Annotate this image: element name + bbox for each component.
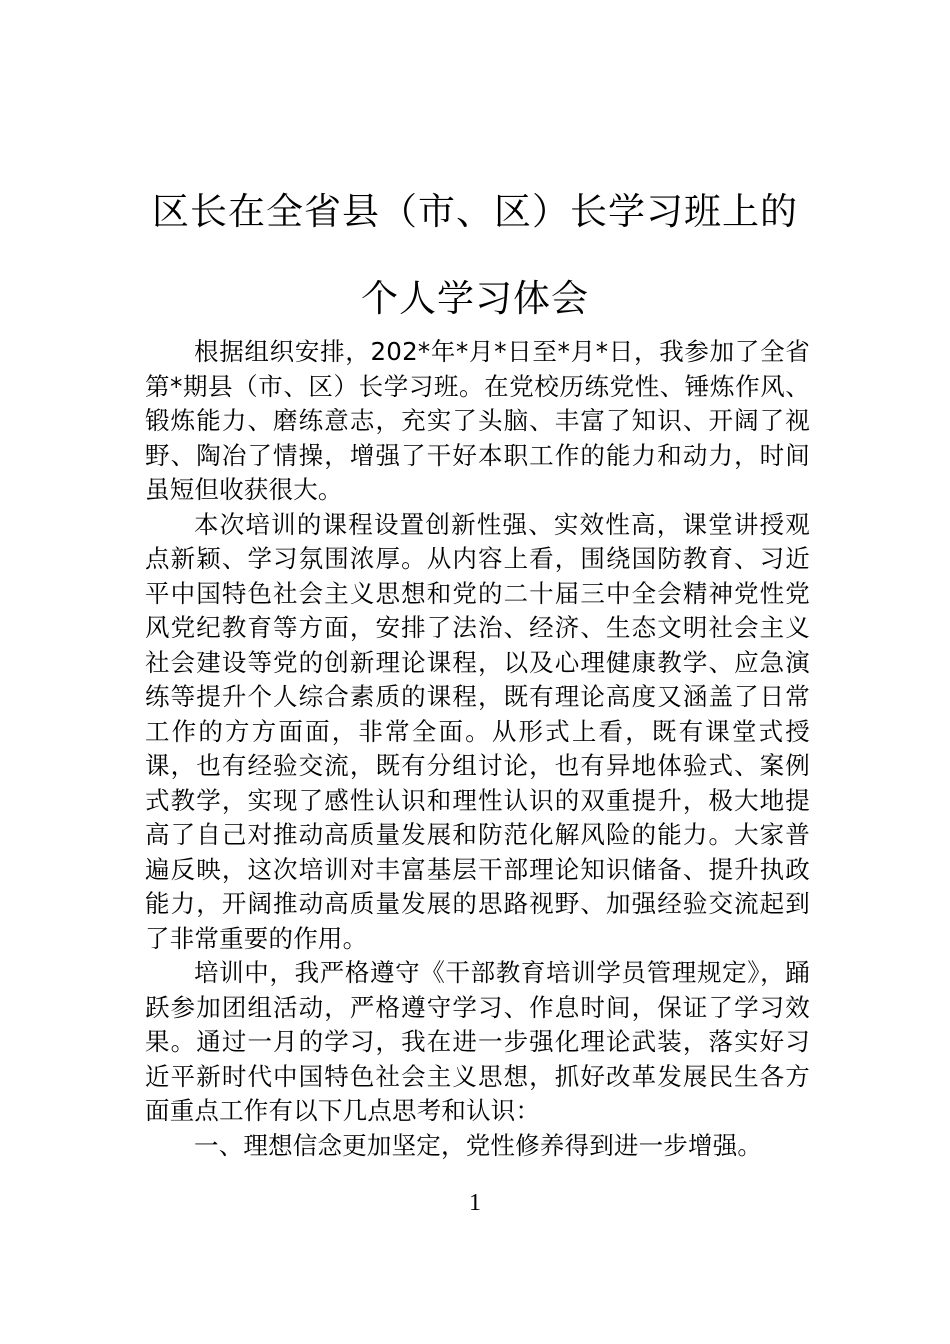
page-number: 1 (469, 1190, 481, 1216)
document-body (145, 335, 810, 1163)
section-heading-1: 一、理想信念更加坚定，党性修养得到进一步增强。 (194, 1130, 763, 1160)
document-title: 区长在全省县（市、区）长学习班上的个人学习体会 (152, 190, 798, 320)
paragraph-course-design: 本次培训的课程设置创新性强、实效性高，课堂讲授观点新颖、学习氛围浓厚。从内容上看，围绕国防教育、习近平中国特色社会主义思想和党的二十届三中全会精神党性党风党纪教育等方面，安排了法治、经济、生态文明社会主义社会建设等党的创新理论课程，以及心理健康教学、应急演练等提升个人综合素质的课程，既有理论高度又涵盖了日常工作的方方面面，非常全面。从形式上看，既有课堂式授课，也有经验交流，既有分组讨论，也有异地体验式、案例式教学，实现了感性认识和理性认识的双重提升，极大地提高了自己对推动高质量发展和防范化解风险的能力。大家普遍反映，这次培训对丰富基层干部理论知识储备、提升执政能力，开阔推动高质量发展的思路视野、加强经验交流起到了非常重要的作用。 (145, 509, 810, 953)
paragraph-intro: 根据组织安排，202*年*月*日至*月*日，我参加了全省第*期县（市、区）长学习班。在党校历练党性、锤炼作风、锻炼能力、磨练意志，充实了头脑、丰富了知识、开阔了视野、陶冶了情操，增强了干好本职工作的能力和动力，时间虽短但收获很大。 (145, 337, 810, 504)
paragraph-discipline: 培训中，我严格遵守《干部教育培训学员管理规定》，踊跃参加团组活动，严格遵守学习、作息时间，保证了学习效果。通过一月的学习，我在进一步强化理论武装，落实好习近平新时代中国特色社会主义思想，抓好改革发展民生各方面重点工作有以下几点思考和认识： (145, 958, 810, 1125)
